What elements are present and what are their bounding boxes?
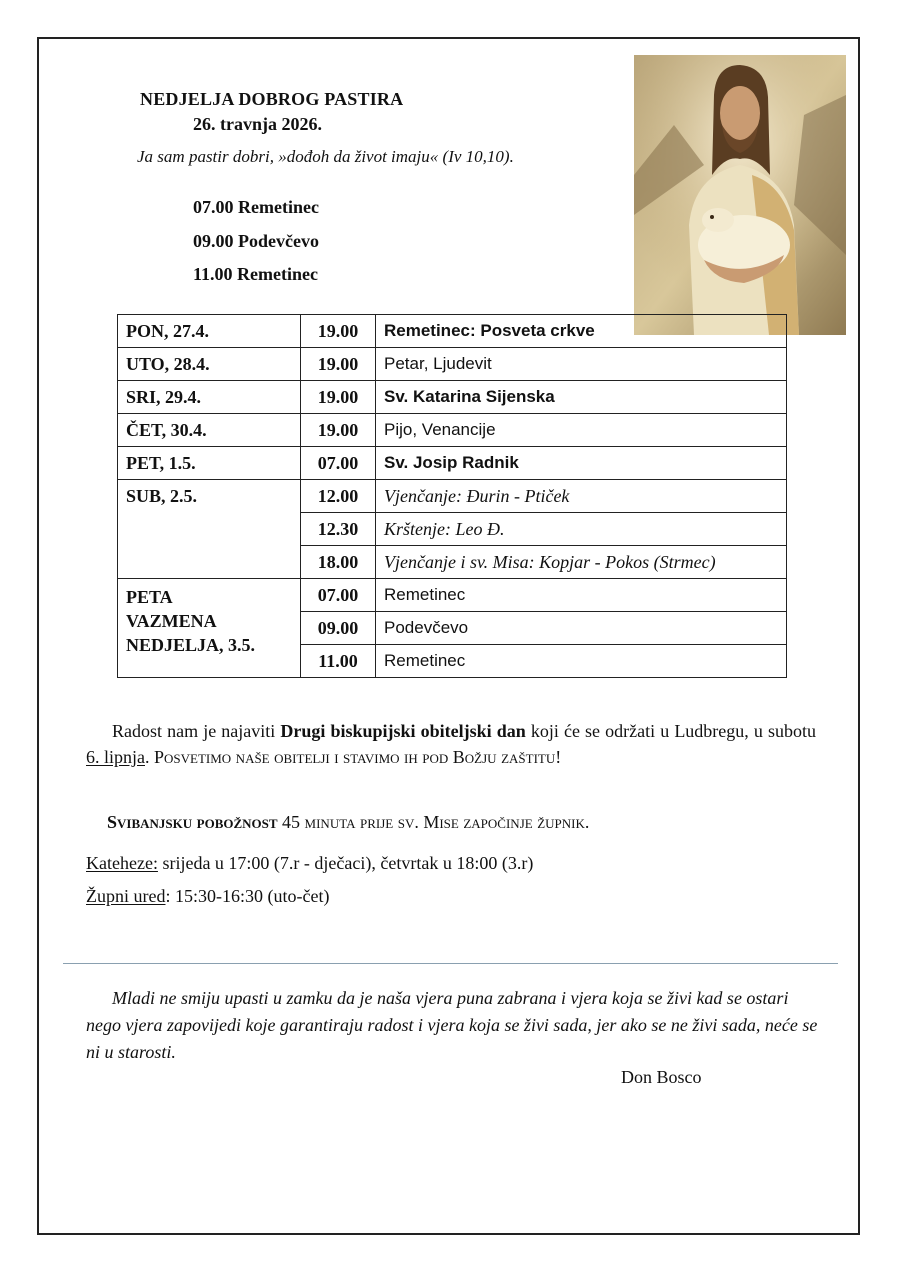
time-cell: 19.00: [301, 348, 376, 381]
day-line: PETA: [126, 587, 173, 607]
intention-cell: Remetinec: Posveta crkve: [376, 315, 787, 348]
catechesis-line: [86, 853, 533, 874]
table-row: [118, 348, 787, 381]
table-row: [118, 414, 787, 447]
announcement-text: koji će se održati u Ludbregu, u subotu: [525, 721, 816, 741]
intention-cell: Krštenje: Leo Đ.: [376, 513, 787, 546]
day-cell: PET, 1.5.: [118, 447, 301, 480]
parish-office-line: [86, 886, 329, 907]
table-row: [118, 447, 787, 480]
time-cell: 19.00: [301, 414, 376, 447]
devotion-label: Svibanjsku pobožnost: [107, 812, 278, 832]
may-devotion-note: [107, 812, 589, 833]
office-hours: : 15:30-16:30 (uto-čet): [165, 886, 330, 906]
intention-cell: Sv. Josip Radnik: [376, 447, 787, 480]
announcement-motto: Posvetimo naše obitelji i stavimo ih pod Božju zaštitu!: [154, 747, 562, 767]
quote-author: Don Bosco: [621, 1067, 702, 1087]
sunday-mass-1: 07.00 Remetinec: [193, 197, 319, 217]
intention-cell: Remetinec: [376, 579, 787, 612]
closing-quote: Mladi ne smiju upasti u zamku da je naša vjera puna zabrana i vjera koja se živi kad se ostari nego vjera zapovijedi koje garantiraju radost i vjera koja se živi sada, jer ako se ne živi sada, neće se ni u starosti.: [86, 988, 818, 1062]
table-row: [118, 315, 787, 348]
page-date: 26. travnja 2026.: [193, 114, 322, 134]
catechesis-text: srijeda u 17:00 (7.r - dječaci), četvrtak u 18:00 (3.r): [157, 853, 534, 873]
intention-cell: Vjenčanje i sv. Misa: Kopjar - Pokos (Strmec): [376, 546, 787, 579]
mass-schedule-table: [117, 314, 787, 678]
devotion-text: 45 minuta prije sv. Mise započinje župnik.: [277, 812, 590, 832]
event-name: Drugi biskupijski obiteljski dan: [280, 721, 526, 741]
office-label: Župni ured: [86, 886, 166, 906]
time-cell: 12.30: [301, 513, 376, 546]
good-shepherd-image: [634, 55, 846, 335]
time-cell: 07.00: [301, 447, 376, 480]
time-cell: 19.00: [301, 315, 376, 348]
day-cell: SUB, 2.5.: [118, 480, 301, 579]
divider: [63, 963, 838, 964]
intention-cell: Remetinec: [376, 645, 787, 678]
time-cell: 07.00: [301, 579, 376, 612]
sunday-mass-3: 11.00 Remetinec: [193, 264, 318, 284]
time-cell: 11.00: [301, 645, 376, 678]
sunday-mass-2: 09.00 Podevčevo: [193, 231, 319, 251]
event-date: 6. lipnja: [86, 747, 145, 767]
day-cell: SRI, 29.4.: [118, 381, 301, 414]
day-cell: [118, 579, 301, 678]
time-cell: 09.00: [301, 612, 376, 645]
intention-cell: Sv. Katarina Sijenska: [376, 381, 787, 414]
table-row: [118, 381, 787, 414]
announcement-text: .: [145, 747, 154, 767]
table-row: [118, 579, 787, 612]
time-cell: 18.00: [301, 546, 376, 579]
announcement-paragraph: [86, 718, 816, 770]
table-row: [118, 480, 787, 513]
day-line: VAZMENA: [126, 611, 217, 631]
intention-cell: Petar, Ljudevit: [376, 348, 787, 381]
day-cell: UTO, 28.4.: [118, 348, 301, 381]
intention-cell: Vjenčanje: Đurin - Ptiček: [376, 480, 787, 513]
intention-cell: Podevčevo: [376, 612, 787, 645]
time-cell: 12.00: [301, 480, 376, 513]
time-cell: 19.00: [301, 381, 376, 414]
catechesis-label: Kateheze:: [86, 853, 158, 873]
gospel-quote: Ja sam pastir dobri, »dođoh da život imaju« (Iv 10,10).: [137, 147, 514, 166]
announcement-text: Radost nam je najaviti: [112, 721, 281, 741]
day-cell: ČET, 30.4.: [118, 414, 301, 447]
day-line: NEDJELJA, 3.5.: [126, 635, 256, 655]
page-title: NEDJELJA DOBROG PASTIRA: [140, 89, 404, 109]
day-cell: PON, 27.4.: [118, 315, 301, 348]
intention-cell: Pijo, Venancije: [376, 414, 787, 447]
